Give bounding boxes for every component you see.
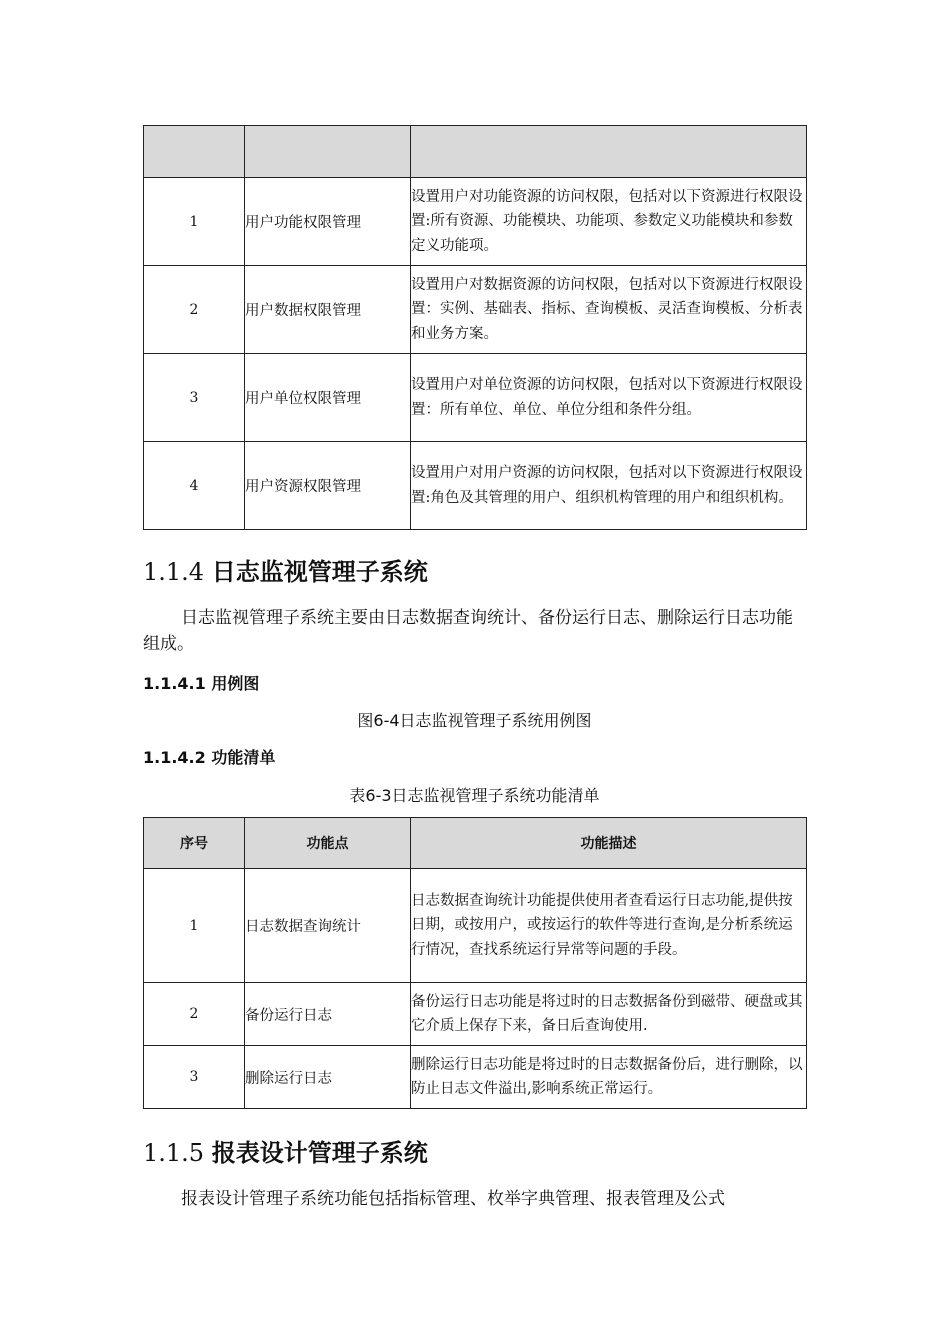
- log-monitor-function-table: [143, 817, 807, 1109]
- row-number: 2: [144, 266, 245, 354]
- function-name: 备份运行日志: [245, 983, 411, 1046]
- section-title: 报表设计管理子系统: [211, 1139, 428, 1167]
- table-caption: 表6-3日志监视管理子系统功能清单: [349, 786, 600, 805]
- section-number: 1.1.4: [143, 558, 205, 586]
- section-paragraph: 报表设计管理子系统功能包括指标管理、枚举字典管理、报表管理及公式: [181, 1189, 725, 1209]
- table-header-row: [144, 126, 807, 178]
- function-name: 用户资源权限管理: [245, 442, 411, 530]
- table-row: [144, 266, 807, 354]
- table-header-row: [144, 818, 807, 869]
- table-row: [144, 178, 807, 266]
- figure-caption: 图6-4日志监视管理子系统用例图: [357, 711, 592, 730]
- row-number: 3: [144, 1046, 245, 1109]
- subheading-function-list: 1.1.4.2 功能清单: [143, 748, 276, 767]
- subheading-use-case: 1.1.4.1 用例图: [143, 674, 260, 693]
- header-cell: [144, 126, 245, 178]
- function-name: 用户功能权限管理: [245, 178, 411, 266]
- row-number: 3: [144, 354, 245, 442]
- table-row: [144, 1046, 807, 1109]
- section-title: 日志监视管理子系统: [211, 558, 428, 586]
- row-number: 2: [144, 983, 245, 1046]
- function-description: 删除运行日志功能是将过时的日志数据备份后，进行删除，以防止日志文件溢出,影响系统正常运行。: [411, 1046, 807, 1109]
- function-description: 设置用户对用户资源的访问权限，包括对以下资源进行权限设置:角色及其管理的用户、组织机构管理的用户和组织机构。: [411, 442, 807, 530]
- table-row: [144, 983, 807, 1046]
- function-description: 设置用户对数据资源的访问权限，包括对以下资源进行权限设置：实例、基础表、指标、查询模板、灵活查询模板、分析表和业务方案。: [411, 266, 807, 354]
- function-name: 日志数据查询统计: [245, 869, 411, 983]
- function-description: 设置用户对单位资源的访问权限，包括对以下资源进行权限设置：所有单位、单位、单位分组和条件分组。: [411, 354, 807, 442]
- function-name: 删除运行日志: [245, 1046, 411, 1109]
- header-cell-function: 功能点: [245, 818, 411, 869]
- header-cell-number: 序号: [144, 818, 245, 869]
- table-row: [144, 869, 807, 983]
- section-paragraph: 日志监视管理子系统主要由日志数据查询统计、备份运行日志、删除运行日志功能组成。: [143, 608, 793, 654]
- table-row: [144, 442, 807, 530]
- header-cell-description: 功能描述: [411, 818, 807, 869]
- section-heading-115: [143, 1133, 428, 1168]
- row-number: 4: [144, 442, 245, 530]
- function-name: 用户数据权限管理: [245, 266, 411, 354]
- function-description: 备份运行日志功能是将过时的日志数据备份到磁带、硬盘或其它介质上保存下来，备日后查询使用.: [411, 983, 807, 1046]
- header-cell: [245, 126, 411, 178]
- section-heading-114: [143, 552, 428, 587]
- function-description: 设置用户对功能资源的访问权限，包括对以下资源进行权限设置:所有资源、功能模块、功能项、参数定义功能模块和参数定义功能项。: [411, 178, 807, 266]
- user-permission-function-table: [143, 125, 807, 530]
- row-number: 1: [144, 869, 245, 983]
- function-description: 日志数据查询统计功能提供使用者查看运行日志功能,提供按日期，或按用户，或按运行的软件等进行查询,是分析系统运行情况，查找系统运行异常等问题的手段。: [411, 869, 807, 983]
- table-row: [144, 354, 807, 442]
- function-name: 用户单位权限管理: [245, 354, 411, 442]
- section-number: 1.1.5: [143, 1139, 205, 1167]
- row-number: 1: [144, 178, 245, 266]
- header-cell: [411, 126, 807, 178]
